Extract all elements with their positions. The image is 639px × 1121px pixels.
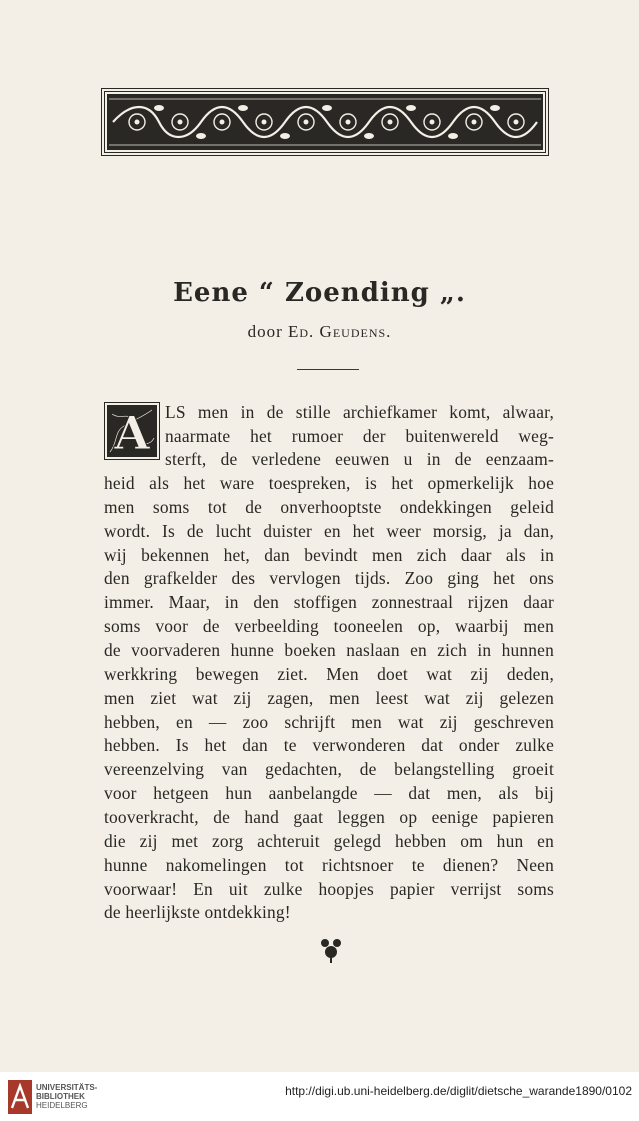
text-line-14: hebben, en — zoo schrijft men wat zij geschreven [104, 712, 554, 732]
text-line-22: de heerlijkste ontdekking! [104, 902, 291, 922]
byline-prefix: door [247, 322, 283, 341]
text-line-4: heid als het ware toespreken, is het opmerkelijk hoe [104, 473, 554, 493]
byline [0, 322, 639, 342]
library-name-line-2: BIBLIOTHEK [36, 1092, 85, 1101]
fleuron-ornament [319, 937, 343, 963]
text-line-9: immer. Maar, in den stoffigen zonnestraal rijzen daar [104, 592, 554, 612]
text-line-6: wordt. Is de lucht duister en het weer morsig, ja dan, [104, 521, 554, 541]
text-line-20: hunne nakomelingen tot richtsnoer te dienen? Neen [104, 855, 554, 875]
library-name-line-3: HEIDELBERG [36, 1101, 88, 1110]
text-line-8: den grafkelder des vervlogen tijds. Zoo ging het ons [104, 568, 554, 588]
text-line-17: voor hetgeen hun aanbelangde — dat men, als bij [104, 783, 554, 803]
text-line-7: wij bekennen het, dan bevindt men zich daar als in [104, 545, 554, 565]
library-name-line-1: UNIVERSITÄTS- [36, 1083, 98, 1092]
drop-cap-letter: A [114, 406, 150, 460]
article-title: Eene “ Zoending „. [173, 278, 466, 308]
digitization-footer [0, 1072, 639, 1121]
text-line-1: LS men in de stille archiefkamer komt, alwaar, [165, 402, 554, 422]
text-line-3: sterft, de verledene eeuwen u in de eenzaam- [165, 449, 554, 469]
text-line-21: voorwaar! En uit zulke hoopjes papier verrijst soms [104, 879, 554, 899]
text-line-16: vereenzelving van gedachten, de belangstelling groeit [104, 759, 554, 779]
text-line-18: tooverkracht, de hand gaat leggen op eenige papieren [104, 807, 554, 827]
title-rule [297, 369, 359, 370]
ornamental-header-band [101, 88, 549, 156]
drop-cap-initial [104, 402, 160, 460]
library-logo-icon [8, 1080, 32, 1114]
text-line-10: soms voor de verbeelding tooneelen op, waarbij men [104, 616, 554, 636]
library-name [36, 1083, 97, 1110]
text-line-12: werkkring bewegen ziet. Men doet wat zij deden, [104, 664, 554, 684]
text-line-15: hebben. Is het dan te verwonderen dat onder zulke [104, 735, 554, 755]
source-url[interactable]: http://digi.ub.uni-heidelberg.de/diglit/dietsche_warande1890/0102 [285, 1084, 632, 1098]
text-line-19: die zij met zorg achteruit gelegd hebben om hun en [104, 831, 554, 851]
byline-author: Ed. Geudens. [288, 322, 392, 341]
text-line-5: men soms tot de onverhooptste ondekkingen geleid [104, 497, 554, 517]
text-line-2: naarmate het rumoer der buitenwereld weg- [165, 426, 554, 446]
text-line-13: men ziet wat zij zagen, men leest wat zij gelezen [104, 688, 554, 708]
text-line-11: de voorvaderen hunne boeken naslaan en zich in hunnen [104, 640, 554, 660]
